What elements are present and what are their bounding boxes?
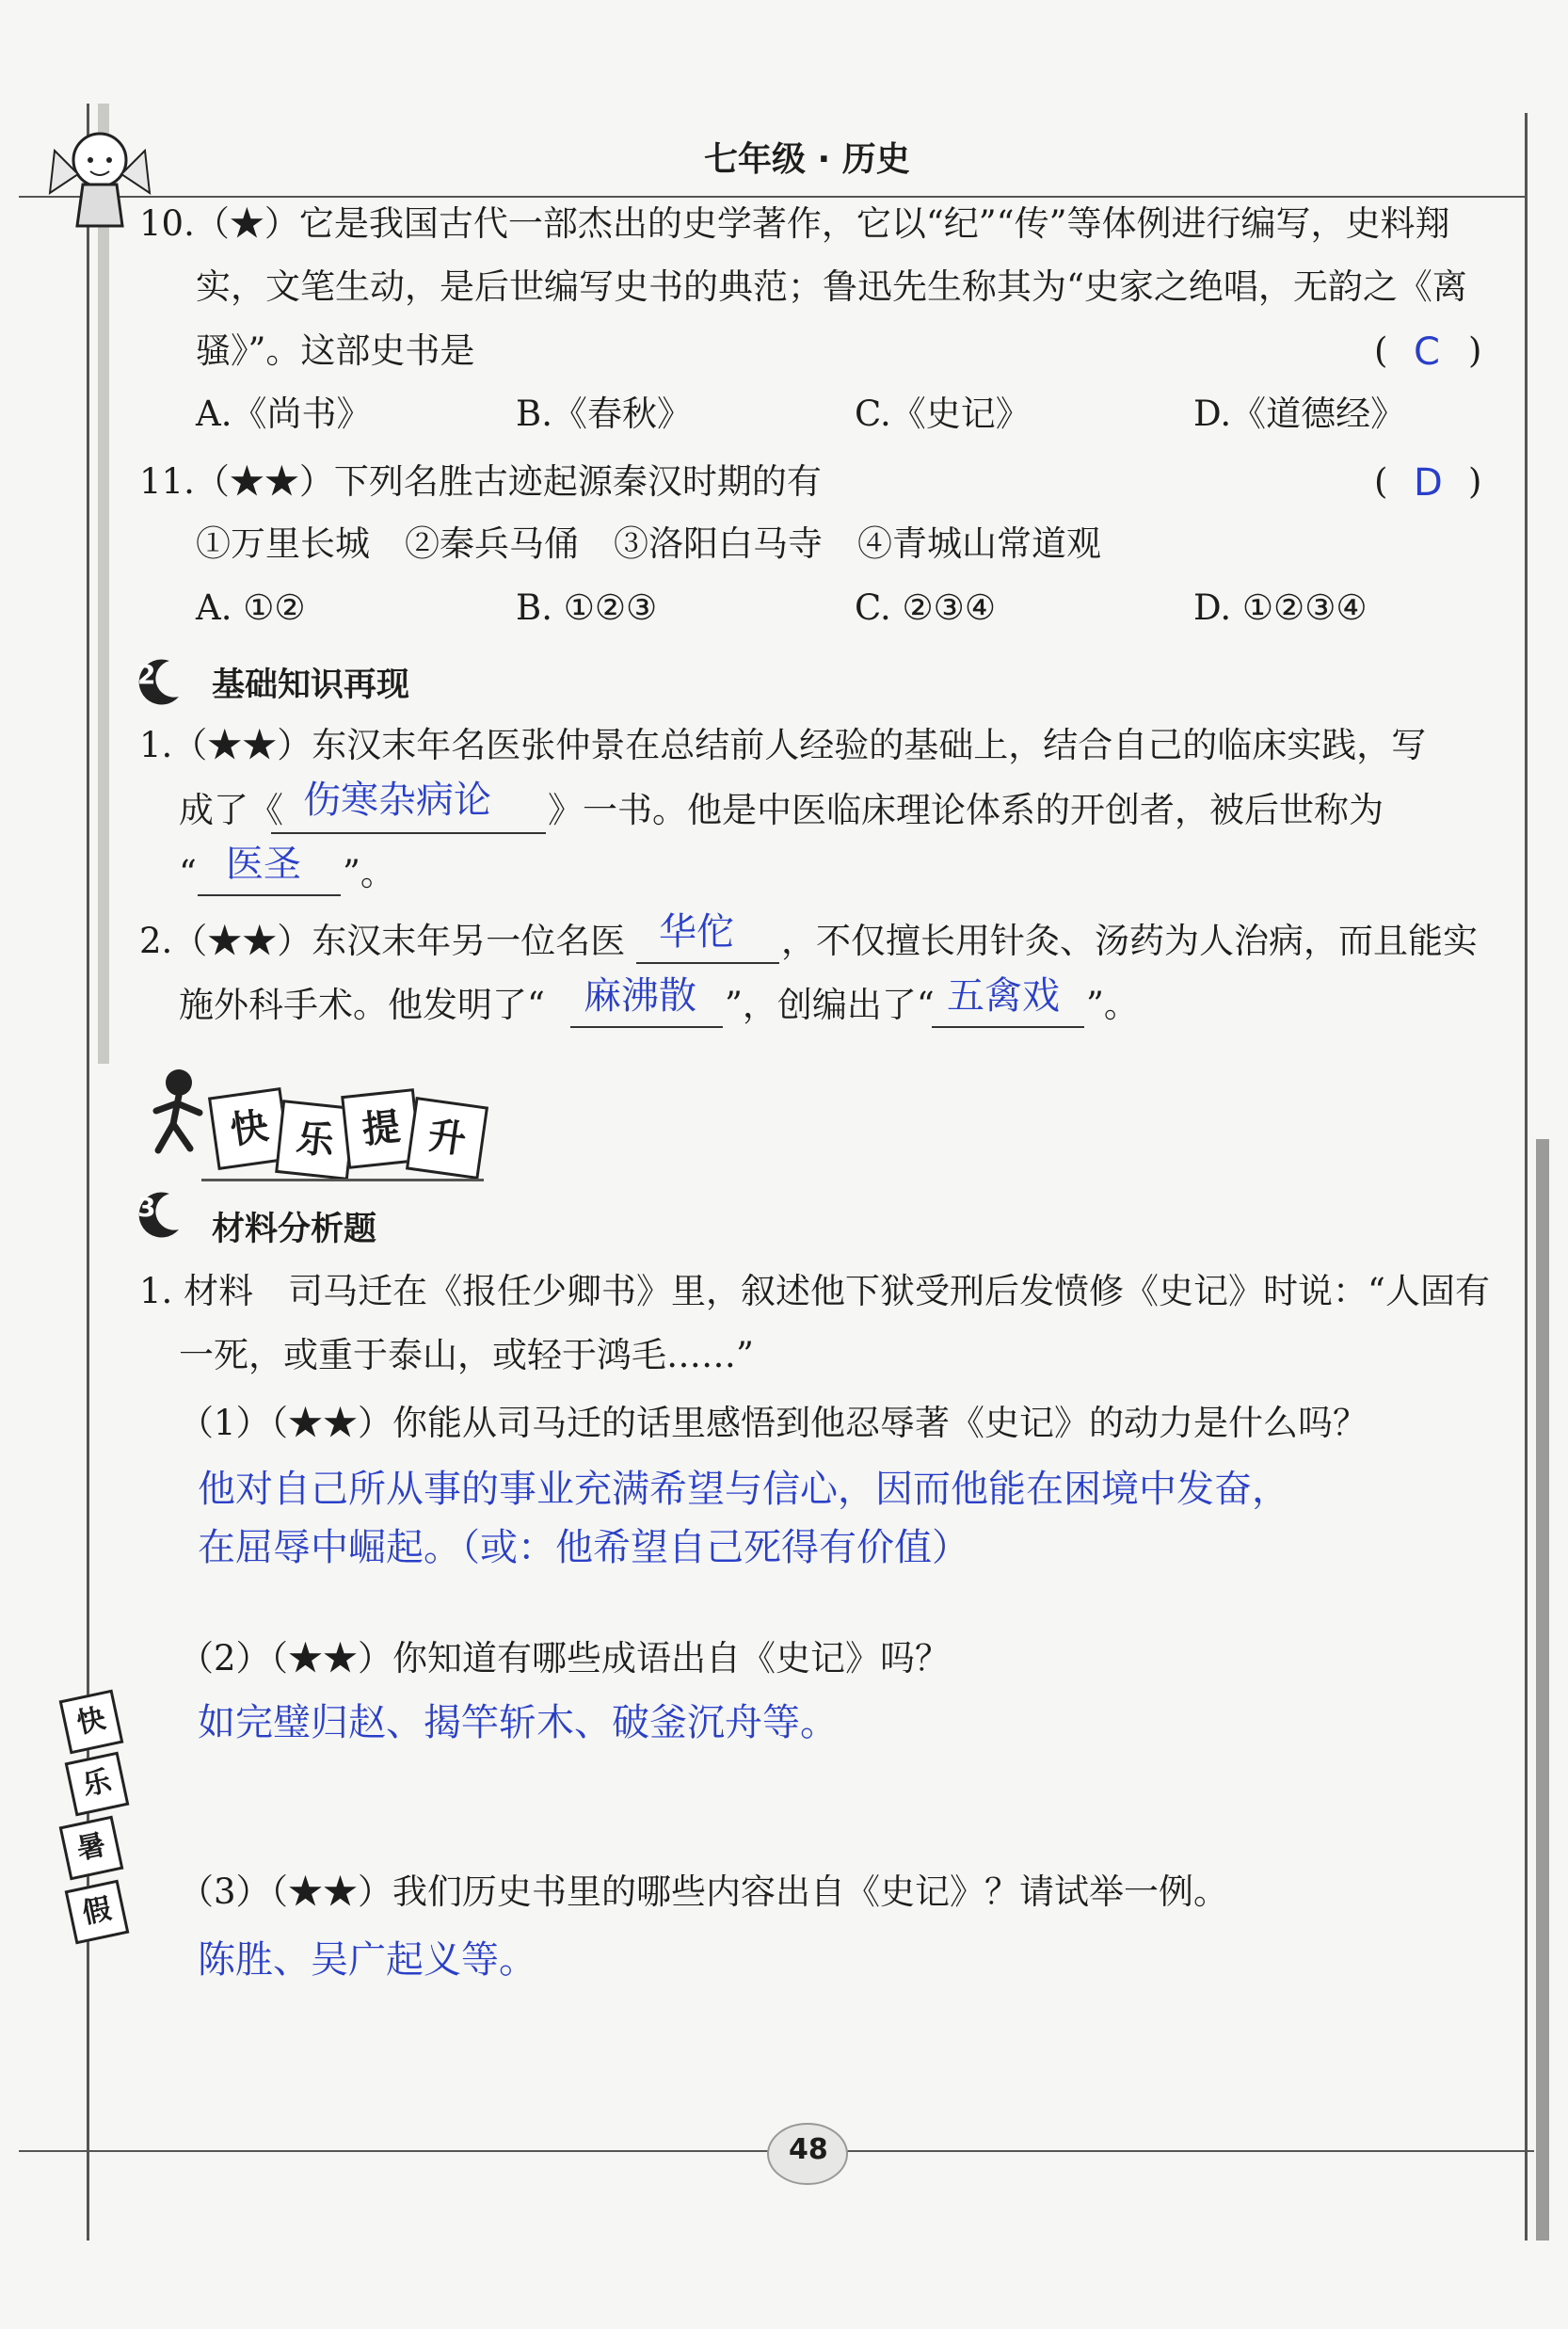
- s3-sub1-answer-line2: 在屈辱中崛起。（或：他希望自己死得有价值）: [198, 1526, 969, 1569]
- s2q1-blank1-answer: 伤寒杂病论: [303, 779, 491, 822]
- q11-option-d: D. ①②③④: [1193, 587, 1368, 628]
- q10-line1: 10.（★）它是我国古代一部杰出的史学著作，它以“纪”“传”等体例进行编写，史料翔: [139, 203, 1450, 244]
- s3-sub2-answer: 如完璧归赵、揭竿斩木、破釜沉舟等。: [198, 1701, 838, 1744]
- s3-sub1-answer-line1: 他对自己所从事的事业充满希望与信心，因而他能在困境中发奋，: [198, 1468, 1289, 1511]
- boost-char-2: 乐: [275, 1100, 356, 1181]
- right-margin-line: [1525, 113, 1528, 2241]
- s2q1-line2-b: 》一书。他是中医临床理论体系的开创者，被后世称为: [548, 790, 1384, 830]
- s2q1-blank2-line: [198, 894, 341, 896]
- right-margin-shade: [1536, 1139, 1549, 2241]
- s3-sub1-question: （1）（★★）你能从司马迁的话里感悟到他忍辱著《史记》的动力是什么吗？: [179, 1403, 1368, 1443]
- s3-sub3-answer: 陈胜、吴广起义等。: [198, 1938, 536, 1982]
- s2q2-blank2-answer: 麻沸散: [584, 974, 696, 1018]
- q11-items: ①万里长城 ②秦兵马俑 ③洛阳白马寺 ④青城山常道观: [196, 523, 1101, 564]
- s3-material-line2: 一死，或重于泰山，或轻于鸿毛……”: [179, 1335, 754, 1375]
- side-tag-1: 快: [59, 1690, 124, 1755]
- s2q2-line1-b: ，不仅擅长用针灸、汤药为人治病，而且能实: [781, 921, 1478, 961]
- running-boy-icon: [141, 1066, 216, 1160]
- q11-line1: 11.（★★）下列名胜古迹起源秦汉时期的有: [139, 461, 822, 502]
- s2q2-blank1-line: [636, 962, 779, 964]
- s2q2-line2-a: 施外科手术。他发明了“: [179, 985, 545, 1025]
- s2q2-blank3-answer: 五禽戏: [947, 974, 1060, 1018]
- q10-line3: 骚》”。这部史书是: [196, 330, 475, 371]
- q11-option-a: A. ①②: [196, 587, 306, 628]
- side-tag-4: 假: [65, 1880, 130, 1945]
- s2q2-line1-a: 2.（★★）东汉末年另一位名医: [139, 921, 626, 961]
- left-margin-line-inner: [98, 104, 109, 1064]
- s2q2-blank3-line: [932, 1026, 1084, 1028]
- footer-rule-right: [847, 2150, 1534, 2152]
- q11-answer: D: [1414, 461, 1443, 505]
- boost-underline: [201, 1179, 484, 1181]
- s2q1-line1: 1.（★★）东汉末年名医张仲景在总结前人经验的基础上，结合自己的临床实践，写: [139, 725, 1427, 765]
- section2-number: 2: [137, 659, 156, 690]
- s3-sub2-question: （2）（★★）你知道有哪些成语出自《史记》吗？: [179, 1638, 951, 1678]
- s2q1-blank1-line: [271, 832, 546, 834]
- boost-char-4: 升: [406, 1097, 488, 1180]
- q11-option-c: C. ②③④: [855, 587, 997, 628]
- s2q1-line3-a: “: [179, 853, 197, 893]
- s3-sub3-question: （3）（★★）我们历史书里的哪些内容出自《史记》？请试举一例。: [179, 1871, 1229, 1912]
- q10-paren-open: (: [1374, 330, 1388, 371]
- section3-title: 材料分析题: [212, 1211, 377, 1248]
- footer-rule-left: [19, 2150, 772, 2152]
- q11-paren-close: ): [1468, 461, 1482, 502]
- q11-paren-open: (: [1374, 461, 1388, 502]
- s2q2-line2-b: ”，创编出了“: [725, 985, 935, 1025]
- q10-option-a: A.《尚书》: [196, 394, 372, 434]
- s2q1-line2-a: 成了《: [179, 790, 283, 830]
- q10-paren-close: ): [1468, 330, 1482, 371]
- boost-char-1: 快: [208, 1087, 291, 1170]
- header-title: 七年级 · 历史: [704, 140, 910, 179]
- q11-option-b: B. ①②③: [516, 587, 658, 628]
- s2q1-line3-b: ”。: [343, 853, 395, 893]
- q10-option-c: C.《史记》: [855, 394, 1031, 434]
- q10-option-d: D.《道德经》: [1193, 394, 1406, 434]
- section2-title: 基础知识再现: [212, 667, 410, 704]
- s2q2-line2-c: ”。: [1086, 985, 1139, 1025]
- header-rule: [19, 196, 1525, 198]
- s2q2-blank2-line: [570, 1026, 723, 1028]
- q10-option-b: B.《春秋》: [516, 394, 692, 434]
- section3-number: 3: [137, 1192, 156, 1223]
- side-tag-3: 暑: [59, 1816, 124, 1881]
- boost-char-3: 提: [341, 1088, 422, 1169]
- s2q2-blank1-answer: 华佗: [659, 910, 734, 954]
- q10-line2: 实，文笔生动，是后世编写史书的典范；鲁迅先生称其为“史家之绝唱，无韵之《离: [196, 266, 1467, 307]
- page-number: 48: [789, 2133, 828, 2166]
- q10-answer: C: [1414, 330, 1440, 374]
- s2q1-blank2-answer: 医圣: [226, 843, 301, 886]
- s3-material-line1: 1. 材料 司马迁在《报任少卿书》里，叙述他下狱受刑后发愤修《史记》时说：“人固有: [139, 1271, 1490, 1311]
- side-tag-2: 乐: [65, 1752, 130, 1817]
